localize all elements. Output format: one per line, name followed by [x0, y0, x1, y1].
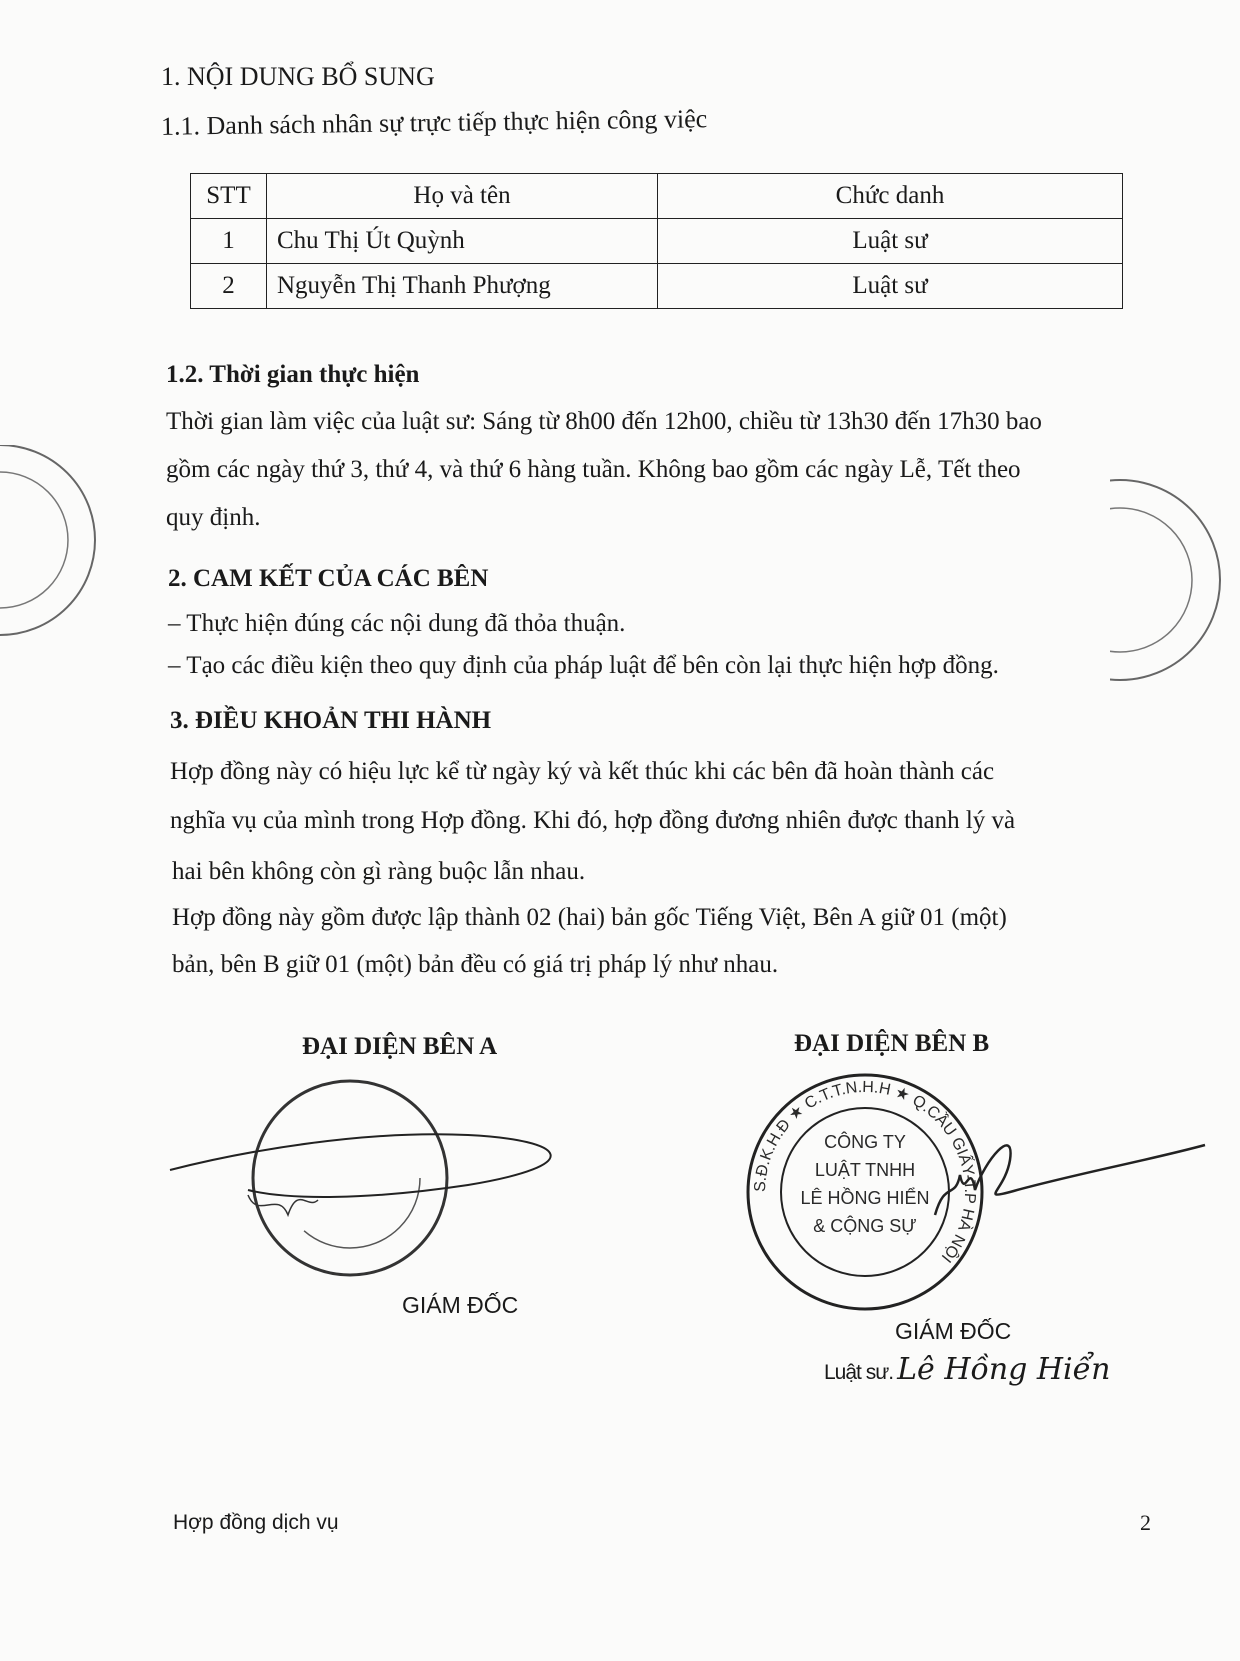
- cell-title: Luật sư: [658, 219, 1123, 264]
- signatory-prefix: Luật sư.: [824, 1361, 894, 1384]
- partial-stamp-right: [1110, 475, 1230, 685]
- stamp-inner-line: LÊ HỒNG HIỂN: [800, 1188, 930, 1208]
- stamp-outer-text: S.Đ.K.H.Đ ★ C.T.T.N.H.H ★ Q.CẦU GIẤY-T.P HÀ NỘI: [751, 1078, 979, 1266]
- section-1-1-heading: 1.1. Danh sách nhân sự trực tiếp thực hiện công việc: [160, 104, 708, 141]
- party-a-title: ĐẠI DIỆN BÊN A: [302, 1033, 498, 1060]
- commitment-item: – Thực hiện đúng các nội dung đã thỏa thuận.: [168, 610, 626, 637]
- header-stt: STT: [191, 174, 267, 219]
- cell-title: Luật sư: [658, 264, 1123, 309]
- paragraph-line: Hợp đồng này gồm được lập thành 02 (hai) bản gốc Tiếng Việt, Bên A giữ 01 (một): [172, 904, 1007, 931]
- partial-stamp-left: [0, 445, 100, 645]
- section-3-heading: 3. ĐIỀU KHOẢN THI HÀNH: [170, 707, 492, 734]
- paragraph-line: nghĩa vụ của mình trong Hợp đồng. Khi đó, hợp đồng đương nhiên được thanh lý và: [170, 807, 1016, 834]
- party-b-role: GIÁM ĐỐC: [895, 1318, 1012, 1344]
- stamp-inner-line: LUẬT TNHH: [814, 1160, 916, 1180]
- section-1-2-heading: 1.2. Thời gian thực hiện: [166, 361, 420, 388]
- paragraph-line: gồm các ngày thứ 3, thứ 4, và thứ 6 hàng tuần. Không bao gồm các ngày Lễ, Tết theo: [166, 456, 1021, 483]
- paragraph-line: bản, bên B giữ 01 (một) bản đều có giá trị pháp lý như nhau.: [172, 951, 779, 978]
- header-name: Họ và tên: [267, 174, 658, 219]
- header-title: Chức danh: [658, 174, 1123, 219]
- signature-party-b: [930, 1120, 1210, 1230]
- stamp-inner-line: CÔNG TY: [824, 1132, 906, 1152]
- paragraph-line: quy định.: [166, 504, 261, 531]
- cell-name: Nguyễn Thị Thanh Phượng: [267, 264, 658, 309]
- page-number: 2: [1140, 1510, 1151, 1535]
- cell-stt: 1: [191, 219, 267, 264]
- commitment-item: – Tạo các điều kiện theo quy định của pháp luật để bên còn lại thực hiện hợp đồng.: [168, 652, 999, 679]
- cell-stt: 2: [191, 264, 267, 309]
- table-row: [191, 219, 1123, 264]
- signature-party-a: [168, 1090, 588, 1230]
- paragraph-line: hai bên không còn gì ràng buộc lẫn nhau.: [172, 858, 586, 885]
- footer-title: Hợp đồng dịch vụ: [173, 1511, 339, 1534]
- paragraph-line: Hợp đồng này có hiệu lực kể từ ngày ký và kết thúc khi các bên đã hoàn thành các: [170, 758, 995, 785]
- party-b-signatory: [824, 1352, 1110, 1387]
- paragraph-line: Thời gian làm việc của luật sư: Sáng từ 8h00 đến 12h00, chiều từ 13h30 đến 17h30 bao: [166, 408, 1042, 435]
- table-header-row: [191, 174, 1123, 219]
- personnel-table: [190, 173, 1123, 309]
- signatory-name: Lê Hồng Hiển: [897, 1352, 1111, 1387]
- party-b-title: ĐẠI DIỆN BÊN B: [794, 1030, 990, 1057]
- section-2-heading: 2. CAM KẾT CỦA CÁC BÊN: [168, 565, 489, 592]
- cell-name: Chu Thị Út Quỳnh: [267, 219, 658, 264]
- table-row: [191, 264, 1123, 309]
- section-1-heading: 1. NỘI DUNG BỔ SUNG: [161, 62, 435, 91]
- stamp-inner-line: & CỘNG SỰ: [813, 1216, 917, 1236]
- party-a-role: GIÁM ĐỐC: [402, 1292, 519, 1318]
